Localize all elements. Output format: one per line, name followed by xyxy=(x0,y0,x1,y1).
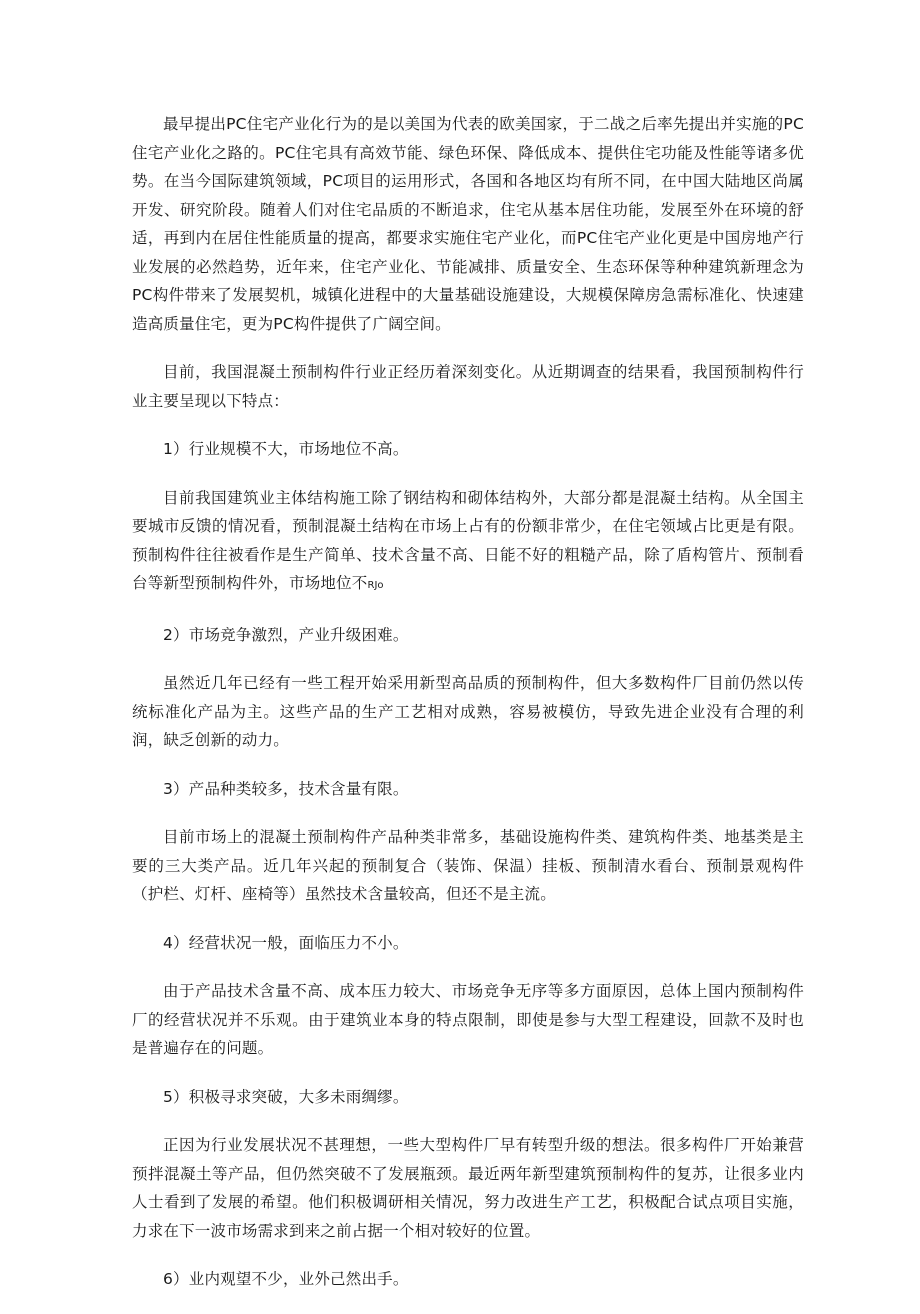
point-1-body-text: 目前我国建筑业主体结构施工除了钢结构和砌体结构外，大部分都是混凝土结构。从全国主要城市反馈的情况看，预制混凝土结构在市场上占有的份额非常少，在住宅领域占比更是有限。预制构件往往被看作是生产简单、技术含量不高、日能不好的粗糙产品，除了盾构管片、预制看台等新型预制构件外，市场地位不 xyxy=(132,488,804,592)
point-1-body-tail: RJo xyxy=(367,580,384,591)
point-2-heading: 2）市场竞争激烈，产业升级困难。 xyxy=(163,625,409,644)
point-1-heading: 1）行业规模不大，市场地位不高。 xyxy=(163,440,409,458)
point-1-body xyxy=(132,484,804,601)
point-4-body: 由于产品技术含量不高、成本压力较大、市场竞争无序等多方面原因，总体上国内预制构件厂的经营状况并不乐观。由于建筑业本身的特点限制，即使是参与大型工程建设，回款不及时也是普遍存在的问题。 xyxy=(132,982,804,1057)
document-body xyxy=(132,110,804,1314)
point-3-heading: 3）产品种类较多，技术含量有限。 xyxy=(163,779,409,798)
point-5-body: 正因为行业发展状况不甚理想，一些大型构件厂早有转型升级的想法。很多构件厂开始兼营预拌混凝土等产品，但仍然突破不了发展瓶颈。最近两年新型建筑预制构件的复苏，让很多业内人士看到了发展的希望。他们积极调研相关情况，努力改进生产工艺，积极配合试点项目实施，力求在下一波市场需求到来之前占据一个相对较好的位置。 xyxy=(132,1136,804,1240)
point-2-body: 虽然近几年已经有一些工程开始采用新型高品质的预制构件，但大多数构件厂目前仍然以传统标准化产品为主。这些产品的生产工艺相对成熟，容易被模仿，导致先进企业没有合理的利润，缺乏创新的动力。 xyxy=(132,674,804,749)
point-3-body: 目前市场上的混凝土预制构件产品种类非常多，基础设施构件类、建筑构件类、地基类是主要的三大类产品。近几年兴起的预制复合（装饰、保温）挂板、预制清水看台、预制景观构件（护栏、灯杆、座椅等）虽然技术含量较高，但还不是主流。 xyxy=(132,828,804,903)
paragraph-pc-origin: 最早提出PC住宅产业化行为的是以美国为代表的欧美国家，于二战之后率先提出并实施的PC住宅产业化之路的。PC住宅具有高效节能、绿色环保、降低成本、提供住宅功能及性能等诸多优势。在当今国际建筑领域，PC项目的运用形式，各国和各地区均有所不同，在中国大陆地区尚属开发、研究阶段。随着人们对住宅品质的不断追求，住宅从基本居住功能，发展至外在环境的舒适，再到内在居住性能质量的提高，都要求实施住宅产业化，而PC住宅产业化更是中国房地产行业发展的必然趋势，近年来，住宅产业化、节能减排、质量安全、生态环保等种种建筑新理念为PC构件带来了发展契机，城镇化进程中的大量基础设施建设，大规模保障房急需标准化、快速建造高质量住宅，更为PC构件提供了广阔空间。 xyxy=(132,115,804,333)
point-4-heading: 4）经营状况一般，面临压力不小。 xyxy=(163,933,409,952)
paragraph-industry-intro: 目前，我国混凝土预制构件行业正经历着深刻变化。从近期调查的结果看，我国预制构件行业主要呈现以下特点： xyxy=(132,363,804,410)
point-6-heading: 6）业内观望不少，业外己然出手。 xyxy=(163,1270,409,1288)
point-5-heading: 5）积极寻求突破，大多未雨绸缪。 xyxy=(163,1087,409,1106)
